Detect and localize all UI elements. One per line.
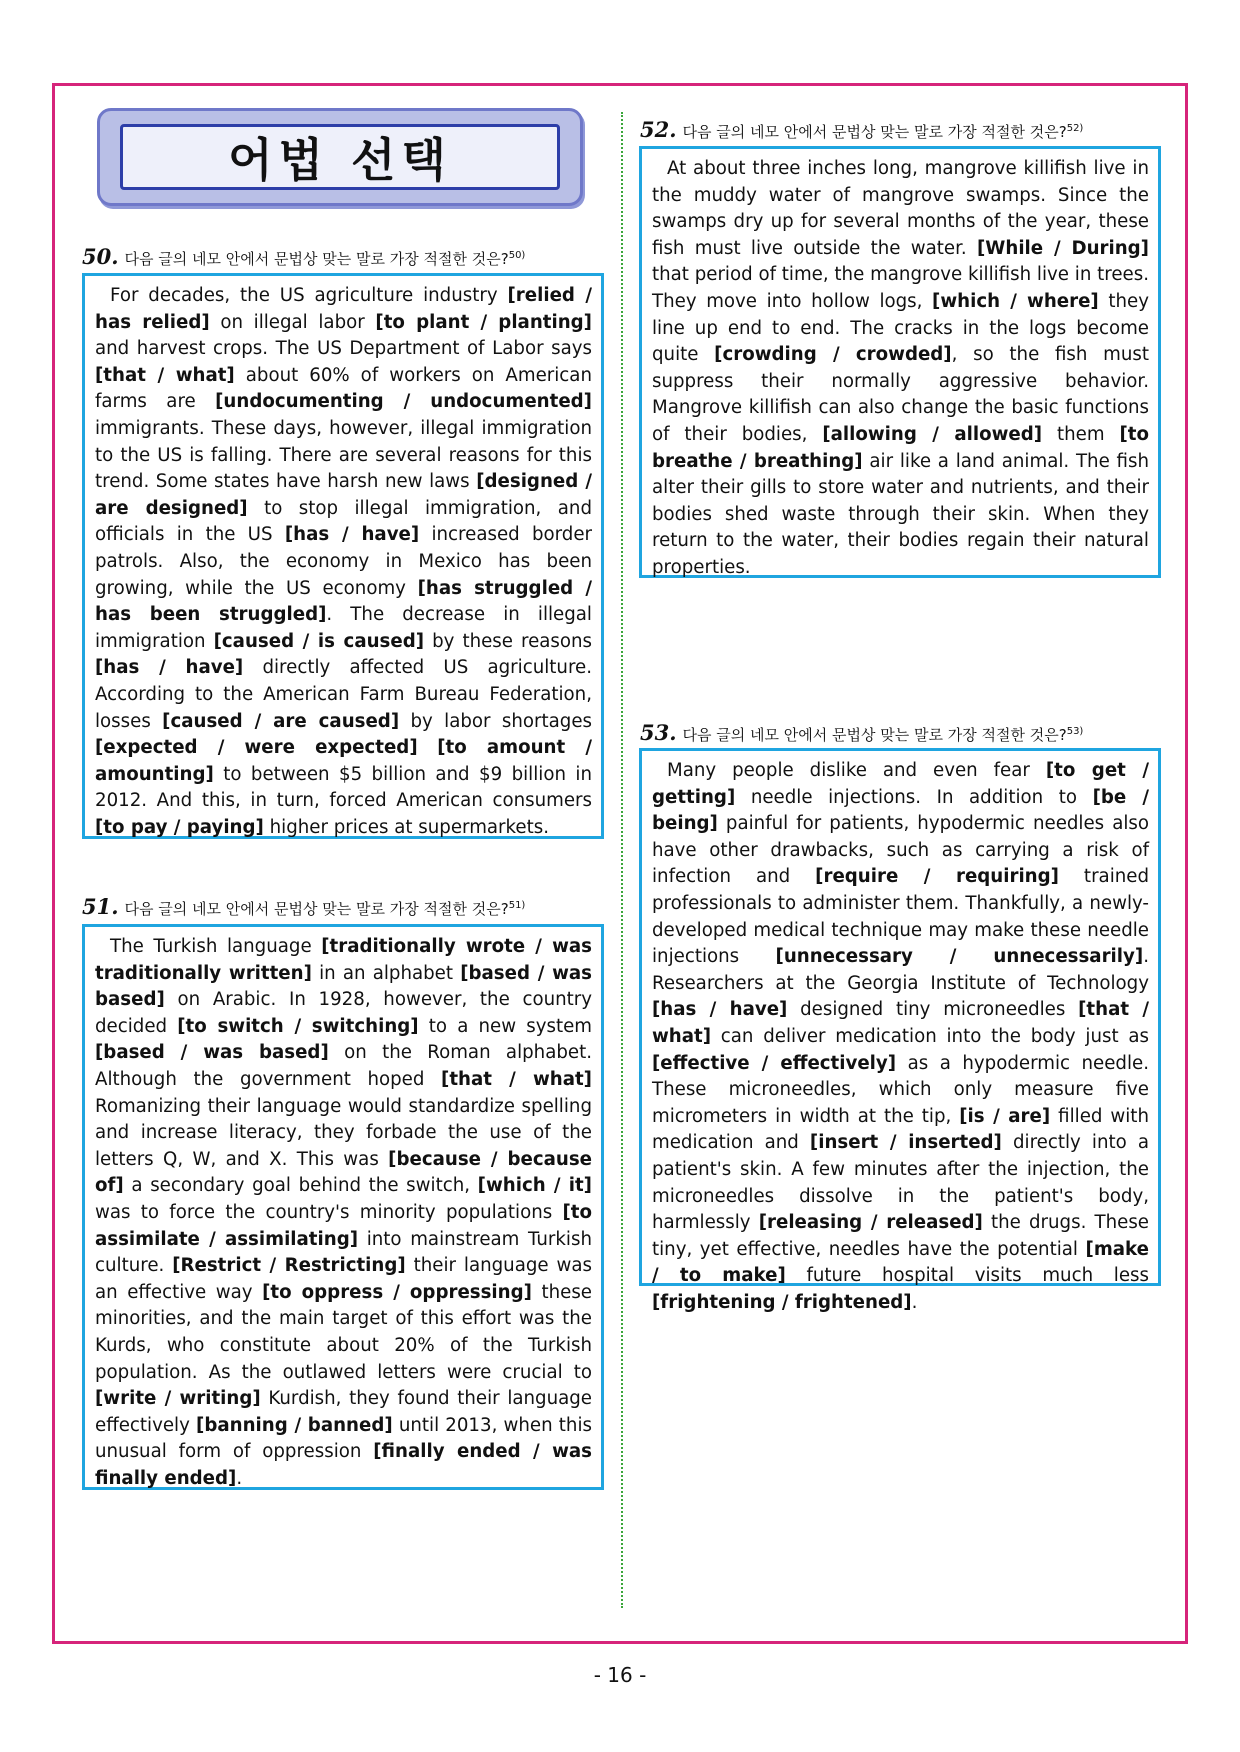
answer-choice: [which / it]: [477, 1175, 592, 1197]
answer-choice: [to oppress / oppressing]: [262, 1281, 532, 1303]
question-number: 51.: [82, 894, 119, 919]
passage-box-51: [82, 924, 604, 1490]
answer-choice: [crowding / crowded]: [714, 344, 952, 366]
passage-segment: by these reasons: [424, 630, 593, 652]
answer-choice: [because / because of]: [95, 1148, 592, 1197]
passage-segment: on the Roman alphabet. Although the government hoped: [95, 1042, 592, 1090]
passage-segment: designed tiny microneedles: [787, 999, 1079, 1021]
passage-text: [95, 283, 592, 841]
passage-segment: they line up end to end. The cracks in the logs become quite: [652, 290, 1149, 366]
answer-choice: [banning / banned]: [196, 1414, 393, 1436]
answer-choice: [insert / inserted]: [809, 1132, 1002, 1154]
question-header-51: [82, 894, 525, 919]
passage-segment: their language was an effective way: [95, 1255, 592, 1303]
passage-box-53: [639, 748, 1161, 1313]
passage-segment: At about three inches long, mangrove killifish live in the muddy water of mangrove swamps. Since the swamps dry up for several months of the year, these fish must live outside the water.: [652, 158, 1149, 259]
section-title: 어법 선택: [228, 133, 452, 187]
passage-segment: in an alphabet: [311, 962, 461, 984]
answer-choice: [releasing / released]: [758, 1212, 983, 1234]
answer-choice: [make / to make]: [652, 1238, 1149, 1287]
answer-choice: [While / During]: [977, 237, 1149, 259]
answer-choice: [to amount / amounting]: [95, 737, 592, 785]
answer-choice: [finally ended / was finally ended]: [95, 1441, 592, 1489]
answer-choice: [to get / getting]: [652, 760, 1149, 808]
answer-choice: [effective / effectively]: [652, 1052, 897, 1074]
footnote-ref: 53): [1066, 726, 1084, 737]
passage-segment: on Arabic. In 1928, however, the country decided: [95, 989, 592, 1037]
passage-segment: air like a land animal. The fish alter their gills to store water and nutrients, and their bodies shed waste through their skin. When they return to the water, their bodies regain their natural properties.: [652, 450, 1149, 578]
passage-segment: a secondary goal behind the switch,: [123, 1175, 478, 1197]
answer-choice: [has / have]: [95, 657, 244, 679]
answer-choice: [based / was based]: [95, 962, 592, 1011]
answer-choice: [that / what]: [95, 364, 235, 386]
passage-segment: them: [1042, 423, 1120, 445]
passage-box-50: [82, 273, 604, 839]
question-header-50: [82, 244, 525, 269]
answer-choice: [allowing / allowed]: [822, 423, 1043, 445]
passage-segment: these minorities, and the main target of this effort was the Kurds, who constitute about 20% of the Turkish population. As the outlawed letters were crucial to: [95, 1281, 592, 1383]
answer-choice: [caused / are caused]: [162, 710, 400, 732]
answer-choice: [has / have]: [284, 524, 420, 546]
passage-segment: to a new system: [418, 1015, 592, 1037]
answer-choice: [to assimilate / assimilating]: [95, 1201, 592, 1250]
passage-segment: immigrants. These days, however, illegal immigration to the US is falling. There are several reasons for this trend. Some states have harsh new laws: [95, 417, 592, 493]
question-header-52: [640, 117, 1083, 142]
answer-choice: [that / what]: [652, 999, 1149, 1047]
passage-segment: The Turkish language: [110, 936, 322, 957]
passage-text: [652, 156, 1149, 582]
answer-choice: [write / writing]: [95, 1388, 261, 1410]
passage-segment: filled with medication and: [652, 1105, 1149, 1154]
passage-segment: .: [236, 1467, 243, 1489]
answer-choice: [to pay / paying]: [95, 816, 264, 838]
passage-segment: needle injections. In addition to: [735, 786, 1093, 808]
answer-choice: [has / have]: [652, 999, 788, 1021]
passage-text: [95, 934, 592, 1492]
answer-choice: [frightening / frightened]: [652, 1291, 912, 1313]
answer-choice: [traditionally wrote / was traditionally written]: [95, 936, 592, 984]
passage-segment: increased border patrols. Also, the economy in Mexico has been growing, while the US economy: [95, 524, 592, 599]
passage-segment: .: [911, 1291, 918, 1313]
answer-choice: [be / being]: [652, 786, 1149, 835]
passage-segment: [418, 737, 438, 758]
question-number: 50.: [82, 244, 119, 269]
passage-segment: future hospital visits much less: [785, 1265, 1149, 1287]
answer-choice: [undocumenting / undocumented]: [215, 391, 592, 413]
question-prompt: 다음 글의 네모 안에서 문법상 맞는 말로 가장 적절한 것은?: [124, 250, 509, 268]
passage-segment: was to force the country's minority populations: [95, 1201, 563, 1223]
passage-segment: on illegal labor: [209, 311, 376, 333]
passage-box-52: [639, 146, 1161, 578]
passage-segment: Kurdish, they found their language effectively: [95, 1388, 592, 1436]
passage-segment: until 2013, when this unusual form of oppression: [95, 1414, 592, 1463]
passage-segment: painful for patients, hypodermic needles also have other drawbacks, such as carrying a risk of infection and: [652, 813, 1149, 888]
passage-segment: that period of time, the mangrove killifish live in trees. They move into hollow logs,: [652, 264, 1149, 312]
passage-segment: and harvest crops. The US Department of Labor says: [95, 338, 592, 360]
passage-segment: to between $5 billion and $9 billion in 2012. And this, in turn, forced American consumers: [95, 763, 592, 812]
passage-segment: directly into a patient's skin. A few minutes after the injection, the microneedles dissolve in the patient's body, harmlessly: [652, 1132, 1149, 1234]
passage-segment: directly affected US agriculture. According to the American Farm Bureau Federation, losses: [95, 657, 592, 732]
passage-segment: . The decrease in illegal immigration: [95, 604, 592, 652]
answer-choice: [caused / is caused]: [213, 630, 425, 652]
question-prompt: 다음 글의 네모 안에서 문법상 맞는 말로 가장 적절한 것은?: [682, 726, 1067, 744]
question-number: 53.: [640, 720, 677, 745]
answer-choice: [designed / are designed]: [95, 471, 593, 519]
passage-segment: trained professionals to administer them. Thankfully, a newly-developed medical technique may make these needle injections: [652, 866, 1150, 968]
answer-choice: [which / where]: [932, 290, 1099, 312]
passage-segment: Many people dislike and even fear: [667, 760, 1046, 781]
passage-segment: into mainstream Turkish culture.: [95, 1228, 592, 1277]
answer-choice: [Restrict / Restricting]: [172, 1255, 406, 1277]
footnote-ref: 52): [1066, 123, 1084, 134]
question-header-53: [640, 720, 1083, 745]
passage-segment: to stop illegal immigration, and officials in the US: [95, 497, 592, 546]
passage-segment: Romanizing their language would standardize spelling and increase literacy, they forbade the use of the letters Q, W, and X. This was: [95, 1095, 592, 1170]
column-divider: [621, 112, 623, 1608]
answer-choice: [to switch / switching]: [177, 1015, 419, 1037]
question-prompt: 다음 글의 네모 안에서 문법상 맞는 말로 가장 적절한 것은?: [682, 123, 1067, 141]
passage-segment: can deliver medication into the body just as: [711, 1025, 1149, 1047]
passage-segment: . Researchers at the Georgia Institute of Technology: [652, 946, 1149, 994]
answer-choice: [is / are]: [959, 1105, 1051, 1127]
answer-choice: [to breathe / breathing]: [652, 423, 1149, 472]
answer-choice: [to plant / planting]: [375, 311, 592, 333]
answer-choice: [unnecessary / unnecessarily]: [775, 946, 1144, 968]
footnote-ref: 51): [508, 900, 526, 911]
answer-choice: [has struggled / has been struggled]: [95, 577, 592, 626]
passage-segment: For decades, the US agriculture industry: [110, 285, 508, 306]
passage-segment: by labor shortages: [399, 710, 592, 732]
passage-text: [652, 758, 1149, 1316]
footnote-ref: 50): [508, 250, 526, 261]
answer-choice: [require / requiring]: [815, 866, 1059, 888]
passage-segment: the drugs. These tiny, yet effective, needles have the potential: [652, 1212, 1149, 1260]
passage-segment: as a hypodermic needle. These microneedles, which only measure five micrometers in width at the tip,: [652, 1052, 1149, 1127]
answer-choice: [based / was based]: [95, 1042, 329, 1064]
question-number: 52.: [640, 117, 677, 142]
passage-segment: , so the fish must suppress their normally aggressive behavior. Mangrove killifish can also change the basic functions of their bodies,: [652, 344, 1149, 445]
section-title-inner: [120, 124, 560, 190]
page-number: - 16 -: [593, 1663, 647, 1687]
answer-choice: [that / what]: [441, 1068, 592, 1090]
question-prompt: 다음 글의 네모 안에서 문법상 맞는 말로 가장 적절한 것은?: [124, 900, 509, 918]
answer-choice: [relied / has relied]: [95, 285, 592, 333]
passage-segment: about 60% of workers on American farms are: [95, 364, 592, 413]
section-title-banner: [97, 108, 583, 206]
answer-choice: [expected / were expected]: [95, 737, 418, 759]
passage-segment: higher prices at supermarkets.: [263, 816, 549, 838]
